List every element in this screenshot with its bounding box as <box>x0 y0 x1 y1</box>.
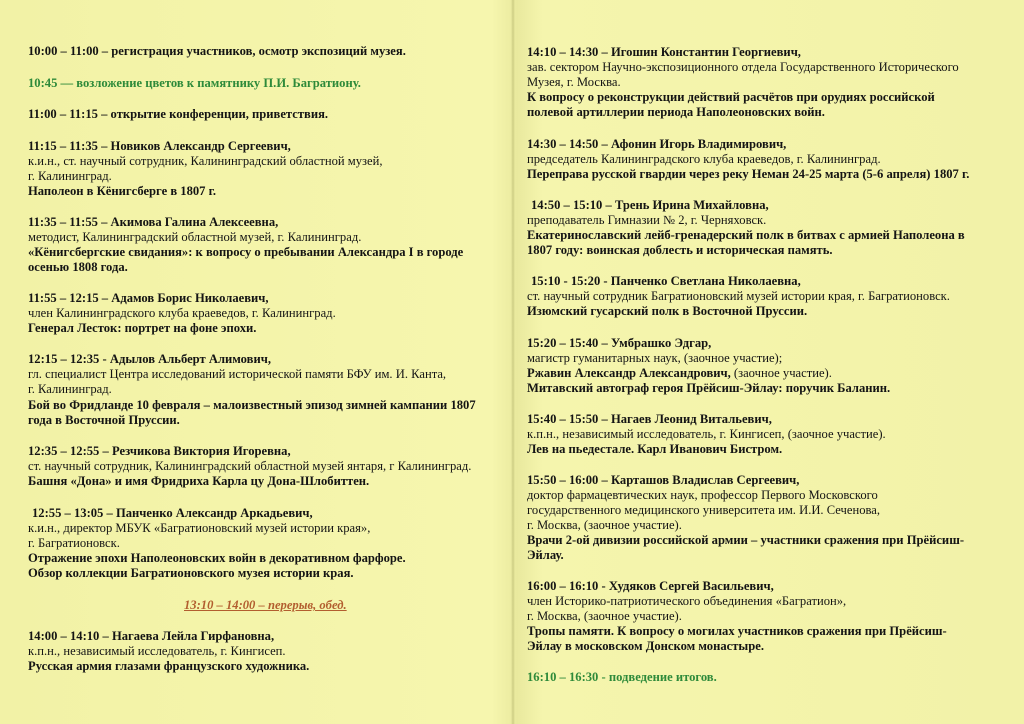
speaker-title: 11:55 – 12:15 – Адамов Борис Николаевич, <box>28 291 269 305</box>
speaker-affiliation: методист, Калининградский областной музей, г. Калининград. <box>28 230 362 244</box>
talk-title: Башня «Дона» и имя Фридриха Карла цу Дона-Шлобиттен. <box>28 474 370 488</box>
speaker-city: Музея, г. Москва. <box>527 75 621 89</box>
speaker-title: 15:50 – 16:00 – Карташов Владислав Сергеевич, <box>527 473 800 487</box>
speaker-city: г. Москва, (заочное участие). <box>527 609 682 623</box>
speaker-title: 11:15 – 11:35 – Новиков Александр Сергеевич, <box>28 139 291 153</box>
talk-title-cont: Обзор коллекции Багратионовского музея истории края. <box>28 566 354 580</box>
talk-title-cont: полевой артиллерии периода Наполеоновских войн. <box>527 105 825 119</box>
talk-title: Тропы памяти. К вопросу о могилах участников сражения при Прёйсиш- <box>527 624 947 638</box>
speaker-affiliation: преподаватель Гимназии № 2, г. Черняховск. <box>527 213 767 227</box>
speaker-affiliation: магистр гуманитарных наук, (заочное участие); <box>527 351 783 365</box>
talk-title-cont: Эйлау. <box>527 548 564 562</box>
speaker-title: 15:40 – 15:50 – Нагаев Леонид Витальевич, <box>527 412 772 426</box>
speaker-title: 11:35 – 11:55 – Акимова Галина Алексеевна, <box>28 215 279 229</box>
opening-line: 11:00 – 11:15 – открытие конференции, приветствия. <box>28 107 329 121</box>
speaker-title: 14:30 – 14:50 – Афонин Игорь Владимирович, <box>527 137 787 151</box>
speaker-affiliation: гл. специалист Центра исследований исторической памяти БФУ им. И. Канта, <box>28 367 447 381</box>
speaker-affiliation: ст. научный сотрудник, Калининградский областной музей янтаря, г Калининград. <box>28 459 472 473</box>
talk-title-cont: осенью 1808 года. <box>28 260 128 274</box>
talk-title: Генерал Лесток: портрет на фоне эпохи. <box>28 321 257 335</box>
talk-title-cont: Эйлау в московском Донском монастыре. <box>527 639 764 653</box>
coauthor-note: (заочное участие). <box>730 366 832 380</box>
talk-title: Наполеон в Кёнигсберге в 1807 г. <box>28 184 217 198</box>
speaker-affiliation: зав. сектором Научно-экспозиционного отдела Государственного Исторического <box>527 60 959 74</box>
coauthor-name: Ржавин Александр Александрович, <box>527 366 731 380</box>
speaker-title: 15:10 - 15:20 - Панченко Светлана Николаевна, <box>531 274 801 288</box>
speaker-affiliation: к.п.н., независимый исследователь, г. Кингисеп. <box>28 644 286 658</box>
speaker-affiliation-cont: государственного медицинского университета им. И.И. Сеченова, <box>527 503 881 517</box>
flowers-line: 10:45 — возложение цветов к памятнику П.И. Багратиону. <box>28 76 361 90</box>
speaker-title: 14:00 – 14:10 – Нагаева Лейла Гирфановна, <box>28 629 275 643</box>
speaker-title: 12:15 – 12:35 - Адылов Альберт Алимович, <box>28 352 271 366</box>
talk-title: Русская армия глазами французского художника. <box>28 659 310 673</box>
speaker-affiliation: председатель Калининградского клуба краеведов, г. Калининград. <box>527 152 881 166</box>
page-fold <box>511 0 515 724</box>
talk-title: Переправа русской гвардии через реку Неман 24-25 марта (5-6 апреля) 1807 г. <box>527 167 970 181</box>
registration-line: 10:00 – 11:00 – регистрация участников, осмотр экспозиций музея. <box>28 44 406 58</box>
speaker-affiliation: к.и.н., директор МБУК «Багратионовский музей истории края», <box>28 521 371 535</box>
talk-title: К вопросу о реконструкции действий расчётов при орудиях российской <box>527 90 935 104</box>
talk-title: Екатеринославский лейб-гренадерский полк в битвах с армией Наполеона в <box>527 228 965 242</box>
speaker-city: г. Калининград. <box>28 382 112 396</box>
speaker-affiliation: доктор фармацевтических наук, профессор Первого Московского <box>527 488 878 502</box>
talk-title: Изюмский гусарский полк в Восточной Пруссии. <box>527 304 808 318</box>
talk-title: Отражение эпохи Наполеоновских войн в декоративном фарфоре. <box>28 551 406 565</box>
speaker-affiliation: к.и.н., ст. научный сотрудник, Калининградский областной музей, <box>28 154 383 168</box>
speaker-affiliation: ст. научный сотрудник Багратионовский музей истории края, г. Багратионовск. <box>527 289 950 303</box>
speaker-affiliation: член Историко-патриотического объединения «Багратион», <box>527 594 847 608</box>
speaker-affiliation: к.п.н., независимый исследователь, г. Кингисеп, (заочное участие). <box>527 427 886 441</box>
talk-title-cont: года в Восточной Пруссии. <box>28 413 180 427</box>
talk-title: Бой во Фридланде 10 февраля – малоизвестный эпизод зимней кампании 1807 <box>28 398 476 412</box>
speaker-city: г. Москва, (заочное участие). <box>527 518 682 532</box>
coauthor-line <box>527 366 832 381</box>
talk-title-cont: 1807 году: воинская доблесть и историческая память. <box>527 243 833 257</box>
speaker-title: 12:35 – 12:55 – Резчикова Виктория Игоревна, <box>28 444 291 458</box>
speaker-title: 14:10 – 14:30 – Игошин Константин Георгиевич, <box>527 45 801 59</box>
closing-line: 16:10 – 16:30 - подведение итогов. <box>527 670 717 684</box>
talk-title: Врачи 2-ой дивизии российской армии – участники сражения при Прёйсиш- <box>527 533 965 547</box>
talk-title: «Кёнигсбергские свидания»: к вопросу о пребывании Александра I в городе <box>28 245 464 259</box>
talk-title: Митавский автограф героя Прёйсиш-Эйлау: поручик Баланин. <box>527 381 891 395</box>
speaker-affiliation: член Калининградского клуба краеведов, г. Калининград. <box>28 306 336 320</box>
speaker-title: 15:20 – 15:40 – Умбрашко Эдгар, <box>527 336 712 350</box>
talk-title: Лев на пьедестале. Карл Иванович Бистром. <box>527 442 783 456</box>
speaker-title: 14:50 – 15:10 – Трень Ирина Михайловна, <box>531 198 769 212</box>
speaker-title: 12:55 – 13:05 – Панченко Александр Аркадьевич, <box>32 506 313 520</box>
speaker-city: г. Калининград. <box>28 169 112 183</box>
speaker-city: г. Багратионовск. <box>28 536 120 550</box>
speaker-title: 16:00 – 16:10 - Худяков Сергей Васильевич, <box>527 579 774 593</box>
lunch-break: 13:10 – 14:00 – перерыв, обед. <box>184 598 347 612</box>
